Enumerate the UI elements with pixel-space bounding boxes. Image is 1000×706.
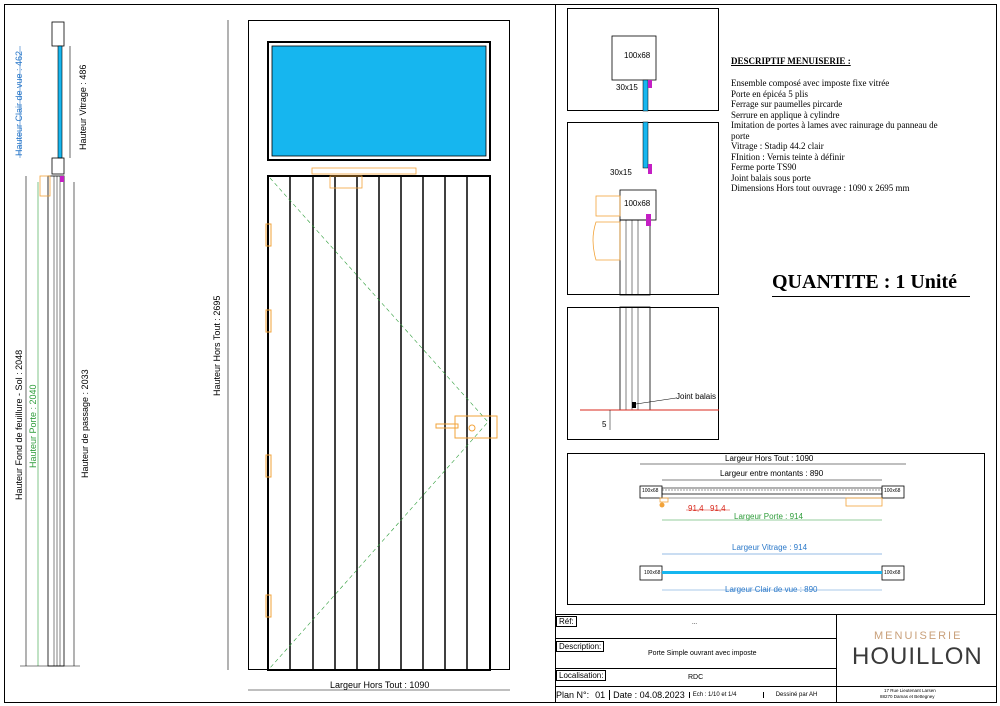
desc-line: Dimensions Hors tout ouvrage : 1090 x 2695 mm	[731, 183, 910, 193]
echelle-value: Ech : 1/10 et 1/4	[689, 692, 763, 698]
quantite-label: QUANTITE : 1 Unité	[772, 271, 958, 293]
mid-box-label: 100x68	[624, 199, 651, 208]
ref-label: Réf:	[556, 616, 577, 627]
description-value: Porte Simple ouvrant avec imposte	[648, 650, 757, 657]
largeur-hors-tout-elevation-label: Largeur Hors Tout : 1090	[330, 680, 430, 690]
plan-right-tag2: 100x68	[884, 570, 901, 576]
plan-label: Plan N°:	[556, 690, 590, 700]
plan-dim-a: 91,4	[688, 504, 704, 513]
desc-line: Vitrage : Stadip 44.2 clair	[731, 141, 824, 151]
hauteur-porte-label: Hauteur Porte : 2040	[28, 384, 38, 468]
plan-left-tag: 100x68	[642, 488, 659, 494]
hauteur-clair-vue-label: Hauteur Clair de vue : 462	[14, 50, 24, 156]
desc-line: Joint balais sous porte	[731, 172, 811, 183]
joint-balais-label: Joint balais	[676, 392, 717, 401]
desc-line: FInition : Vernis teinte à définir	[731, 151, 845, 162]
desc-line: Ferrage sur paumelles pircarde	[731, 99, 843, 109]
desc-line: Imitation de portes à lames avec rainurage du panneau de	[731, 120, 938, 130]
desc-line: Ferme porte TS90	[731, 162, 797, 172]
plan-largeur-vitrage: Largeur Vitrage : 914	[732, 543, 808, 552]
plan-largeur-clair-vue: Largeur Clair de vue : 890	[725, 585, 818, 594]
brand-address-2: 88270 Damas et Bettegney	[880, 694, 935, 699]
plan-largeur-hors-tout: Largeur Hors Tout : 1090	[725, 454, 814, 463]
plan-left-tag2: 100x68	[644, 570, 661, 576]
mid-small-label: 30x15	[610, 168, 632, 177]
plan-largeur-porte: Largeur Porte : 914	[734, 512, 803, 521]
brand-address-1: 17 Rue Lieutenant Larsen	[884, 688, 936, 693]
localisation-label: Localisation:	[556, 670, 606, 681]
localisation-value: RDC	[688, 674, 704, 681]
desc-line: Ensemble composé avec imposte fixe vitrée	[731, 78, 890, 88]
plan-right-tag: 100x68	[884, 488, 901, 494]
desc-line: Porte en épicéa 5 plis	[731, 88, 808, 99]
brand-main: HOUILLON	[852, 643, 983, 670]
title-block-row1	[555, 638, 836, 639]
title-block-row3	[555, 686, 997, 687]
brand-top: MENUISERIE	[874, 630, 963, 642]
hauteur-vitrage-label: Hauteur Vitrage : 486	[78, 64, 88, 150]
title-block-row2	[555, 668, 836, 669]
descriptif-title: DESCRIPTIF MENUISERIE :	[731, 56, 851, 66]
date-value: Date : 04.08.2023	[609, 690, 685, 700]
title-block-divider-v	[836, 614, 837, 703]
desc-line: porte	[731, 130, 750, 141]
hauteur-fond-feuillure-label: Hauteur Fond de feuillure - Sol : 2048	[14, 349, 24, 500]
plan-dim-b: 91,4	[710, 504, 726, 513]
hauteur-hors-tout-label: Hauteur Hors Tout : 2695	[212, 295, 222, 396]
plan-value: 01	[595, 690, 606, 700]
dim-5-label: 5	[602, 420, 607, 429]
plan-largeur-entre-montants: Largeur entre montants : 890	[720, 469, 824, 478]
plan-row	[556, 688, 834, 702]
top-small-label: 30x15	[616, 83, 638, 92]
top-box-label: 100x68	[624, 51, 651, 60]
description-label: Description:	[556, 641, 604, 652]
desc-line: Serrure en applique à cylindre	[731, 109, 840, 120]
hauteur-passage-label: Hauteur de passage : 2033	[80, 369, 90, 478]
ref-value: ...	[692, 620, 698, 626]
dessine-value: Dessiné par AH	[763, 692, 834, 698]
